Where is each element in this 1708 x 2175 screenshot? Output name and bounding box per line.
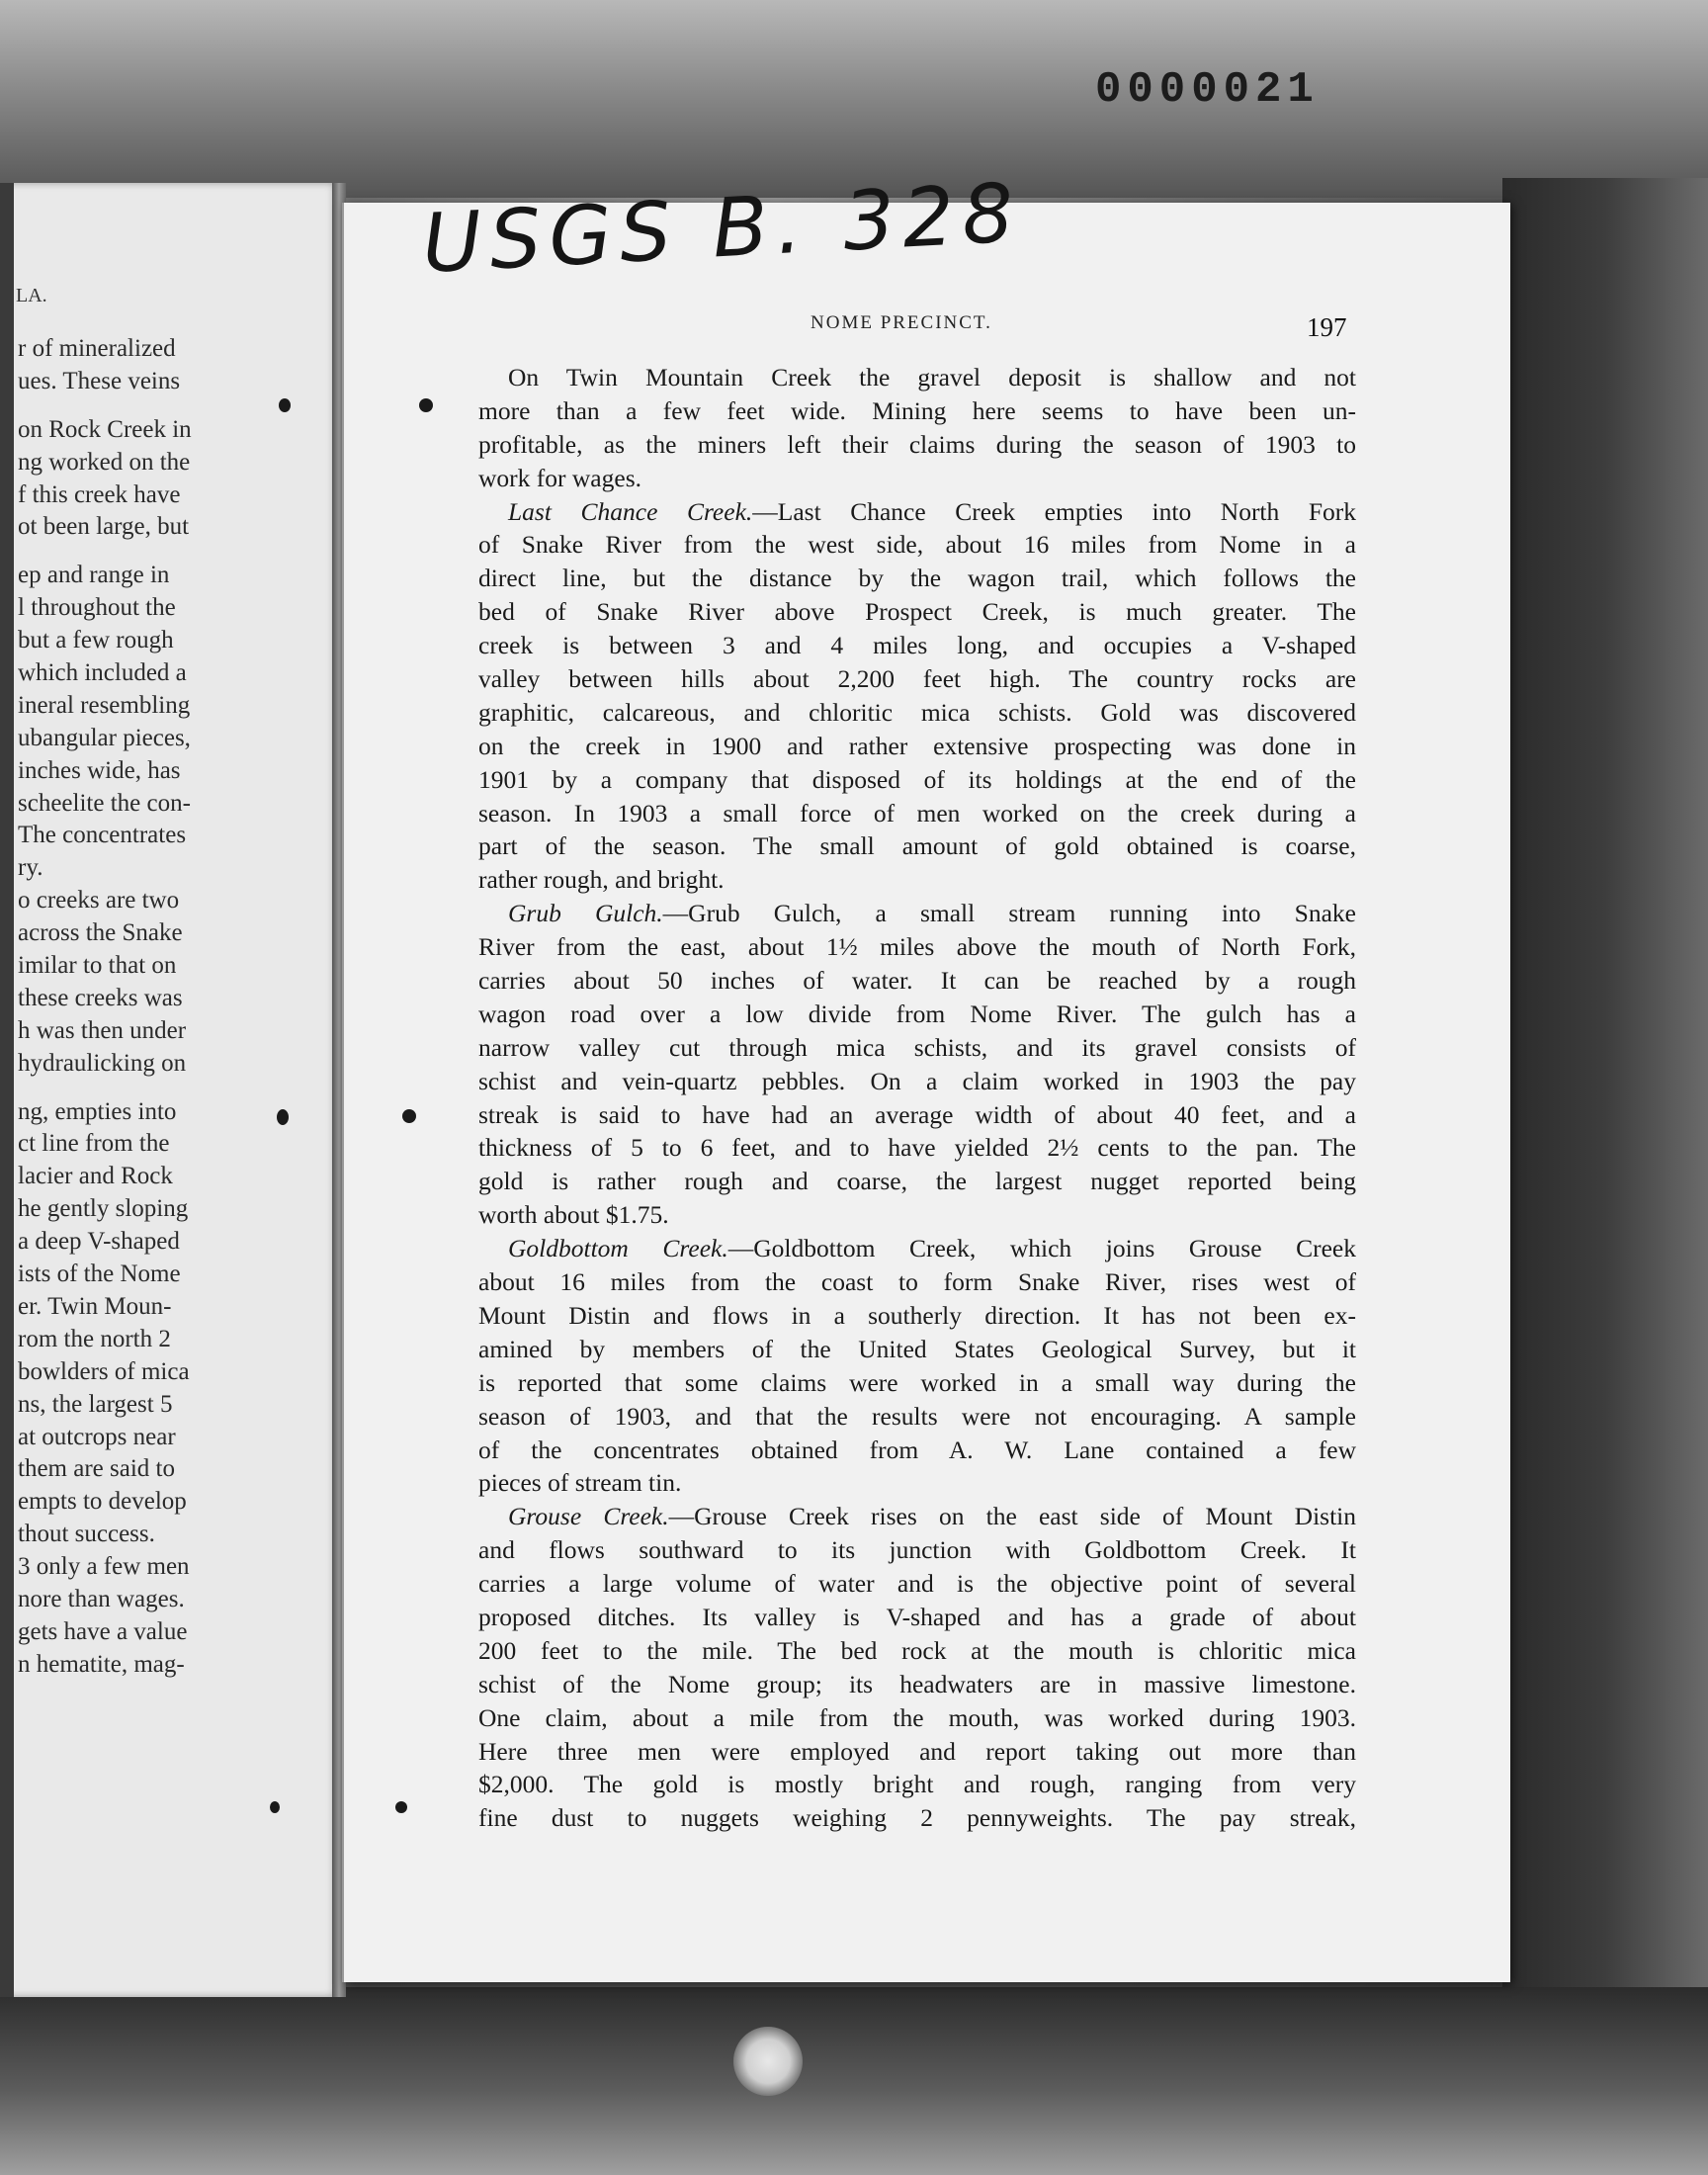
left-page-line: l throughout the <box>18 594 176 622</box>
section-heading: Goldbottom Creek. <box>508 1234 728 1263</box>
left-page-line: rom the north 2 <box>18 1325 171 1352</box>
text-line-content: proposed ditches. Its valley is V-shaped and has a grade of about <box>478 1602 1356 1631</box>
text-line <box>478 863 1356 897</box>
page-number: 197 <box>1307 312 1347 342</box>
left-page-line: inches wide, has <box>18 756 181 784</box>
text-line-content: streak is said to have had an average width of about 40 feet, and a <box>478 1099 1356 1129</box>
punch-hole <box>733 2027 803 2096</box>
left-page-header-fragment: LA. <box>16 285 47 306</box>
text-line <box>478 1232 1356 1265</box>
text-line-content: $2,000. The gold is mostly bright and rough, ranging from very <box>478 1770 1356 1799</box>
text-line-content: valley between hills about 2,200 feet high. The country rocks are <box>478 664 1356 694</box>
left-page-line: them are said to <box>18 1455 175 1483</box>
left-page-line: The concentrates <box>18 822 187 849</box>
text-line <box>478 1333 1356 1366</box>
binding-mark <box>395 1801 407 1813</box>
text-line <box>478 1165 1356 1198</box>
text-line-content: schist and vein-quartz pebbles. On a claim worked in 1903 the pay <box>478 1066 1356 1095</box>
left-page-line: lacier and Rock <box>18 1163 173 1190</box>
text-line-content: and flows southward to its junction with Goldbottom Creek. It <box>478 1535 1356 1565</box>
left-page-line: nore than wages. <box>18 1585 185 1612</box>
section-heading: Grub Gulch. <box>508 899 663 928</box>
text-line-content: 200 feet to the mile. The bed rock at the mouth is chloritic mica <box>478 1635 1356 1665</box>
text-line-content: profitable, as the miners left their claims during the season of 1903 to <box>478 429 1356 459</box>
text-line-content: —Goldbottom Creek, which joins Grouse Creek <box>727 1234 1356 1263</box>
left-page-line: bowlders of mica <box>18 1357 190 1385</box>
text-line <box>478 1466 1356 1500</box>
text-line <box>478 394 1356 428</box>
text-line <box>478 797 1356 830</box>
text-line-content: schist of the Nome group; its headwaters are in massive limestone. <box>478 1669 1356 1698</box>
text-line-content: carries about 50 inches of water. It can be reached by a rough <box>478 966 1356 996</box>
text-line <box>478 1031 1356 1065</box>
binding-mark <box>402 1109 416 1123</box>
text-line-content: of the concentrates obtained from A. W. Lane contained a few <box>478 1435 1356 1464</box>
text-line-content: On Twin Mountain Creek the gravel deposit is shallow and not <box>508 363 1356 392</box>
left-page-line: ns, the largest 5 <box>18 1390 173 1418</box>
text-line <box>478 1500 1356 1533</box>
left-page-line: ists of the Nome <box>18 1261 181 1288</box>
left-page-line <box>18 398 240 414</box>
text-line-content: —Grouse Creek rises on the east side of Mount Distin <box>668 1502 1357 1531</box>
left-page-line: thout success. <box>18 1521 155 1548</box>
left-page-line: o creeks are two <box>18 887 180 914</box>
left-page-edge <box>0 183 14 1997</box>
text-line <box>478 1400 1356 1434</box>
text-line-content: of Snake River from the west side, about 16 miles from Nome in a <box>478 530 1356 560</box>
text-line <box>478 1131 1356 1165</box>
text-line <box>478 998 1356 1031</box>
left-page-line: on Rock Creek in <box>18 415 192 443</box>
text-line-content: gold is rather rough and coarse, the largest nugget reported being <box>478 1167 1356 1196</box>
left-page-line: ues. These veins <box>18 367 181 394</box>
text-line-content: more than a few feet wide. Mining here seems to have been un- <box>478 395 1356 425</box>
text-line-content: —Last Chance Creek empties into North Fork <box>752 496 1356 526</box>
left-page-line: ep and range in <box>18 562 170 589</box>
left-page-line: ineral resembling <box>18 691 191 719</box>
left-page-line: which included a <box>18 659 187 687</box>
left-page-line: hydraulicking on <box>18 1049 187 1077</box>
text-line <box>478 1098 1356 1132</box>
left-page-line: but a few rough <box>18 627 174 654</box>
left-page-line: imilar to that on <box>18 952 177 980</box>
text-line <box>478 1735 1356 1769</box>
text-line-content: amined by members of the United States Geological Survey, but it <box>478 1334 1356 1363</box>
text-line <box>478 1567 1356 1601</box>
text-line <box>478 1768 1356 1801</box>
archive-number: 0000021 <box>1095 65 1320 115</box>
text-line <box>478 1265 1356 1299</box>
text-line-content: rather rough, and bright. <box>478 865 725 895</box>
left-page-line: these creeks was <box>18 984 183 1011</box>
text-line <box>478 495 1356 529</box>
text-line-content: worth about $1.75. <box>478 1200 669 1230</box>
text-line <box>478 1366 1356 1400</box>
text-line-content: River from the east, about 1½ miles above the mouth of North Fork, <box>478 932 1356 962</box>
text-line <box>478 528 1356 562</box>
text-line <box>478 829 1356 863</box>
text-line-content: is reported that some claims were worked in a small way during the <box>478 1367 1356 1397</box>
text-line-content: wagon road over a low divide from Nome River. The gulch has a <box>478 999 1356 1028</box>
left-page-line: he gently sloping <box>18 1195 189 1223</box>
text-line-content: part of the season. The small amount of gold obtained is coarse, <box>478 831 1356 861</box>
text-line-content: work for wages. <box>478 463 641 492</box>
text-line <box>478 361 1356 394</box>
binding-mark <box>277 1109 289 1125</box>
text-line-content: creek is between 3 and 4 miles long, and occupies a V-shaped <box>478 631 1356 660</box>
text-line <box>478 1434 1356 1467</box>
text-line <box>478 1634 1356 1668</box>
text-line-content: bed of Snake River above Prospect Creek, is much greater. The <box>478 597 1356 627</box>
left-page-line: a deep V-shaped <box>18 1228 180 1256</box>
left-page-line: across the Snake <box>18 919 183 947</box>
left-page-line: gets have a value <box>18 1617 188 1645</box>
text-line <box>478 1533 1356 1567</box>
left-page-line: scheelite the con- <box>18 789 191 817</box>
text-line <box>478 595 1356 629</box>
text-line <box>478 1668 1356 1701</box>
left-page-line: 3 only a few men <box>18 1553 190 1581</box>
left-page-line: at outcrops near <box>18 1423 176 1450</box>
text-line <box>478 1299 1356 1333</box>
text-line <box>478 428 1356 462</box>
left-page-line: ry. <box>18 854 43 882</box>
text-line <box>478 1701 1356 1735</box>
text-line-content: narrow valley cut through mica schists, and its gravel consists of <box>478 1032 1356 1062</box>
left-page-line: f this creek have <box>18 480 181 508</box>
text-line-content: Mount Distin and flows in a southerly direction. It has not been ex- <box>478 1300 1356 1330</box>
left-page-line: ng worked on the <box>18 448 191 476</box>
scanner-bottom-shadow <box>0 1987 1708 2175</box>
section-heading: Last Chance Creek. <box>508 496 753 526</box>
scanner-right-shadow <box>1502 178 1708 2017</box>
text-line-content: Here three men were employed and report taking out more than <box>478 1736 1356 1766</box>
text-line <box>478 562 1356 595</box>
left-page-line: ot been large, but <box>18 513 190 541</box>
left-page-line <box>18 544 240 560</box>
text-line-content: —Grub Gulch, a small stream running into Snake <box>662 899 1356 928</box>
text-line-content: about 16 miles from the coast to form Snake River, rises west of <box>478 1267 1356 1297</box>
text-line-content: season. In 1903 a small force of men worked on the creek during a <box>478 798 1356 827</box>
text-line-content: direct line, but the distance by the wagon trail, which follows the <box>478 564 1356 593</box>
binding-mark <box>279 398 291 412</box>
left-page-line: ubangular pieces, <box>18 724 191 751</box>
text-line-content: graphitic, calcareous, and chloritic mica schists. Gold was discovered <box>478 697 1356 727</box>
left-page-line: empts to develop <box>18 1488 187 1516</box>
left-page-line: ct line from the <box>18 1130 170 1158</box>
text-line-content: fine dust to nuggets weighing 2 pennyweights. The pay streak, <box>478 1803 1356 1833</box>
text-line <box>478 1065 1356 1098</box>
text-line-content: pieces of stream tin. <box>478 1468 682 1498</box>
scanner-top-shadow <box>0 0 1708 198</box>
text-line <box>478 1801 1356 1835</box>
text-line <box>478 629 1356 662</box>
text-line <box>478 1198 1356 1232</box>
binding-mark <box>270 1801 280 1813</box>
text-line-content: carries a large volume of water and is the objective point of several <box>478 1569 1356 1599</box>
text-line <box>478 964 1356 998</box>
section-heading: Grouse Creek. <box>508 1502 669 1531</box>
text-line <box>478 462 1356 495</box>
left-page <box>8 183 340 1997</box>
text-line-content: One claim, about a mile from the mouth, was worked during 1903. <box>478 1702 1356 1732</box>
left-page-line: n hematite, mag- <box>18 1650 185 1678</box>
left-page-line <box>18 1081 240 1096</box>
left-page-text <box>18 333 240 1682</box>
text-line-content: 1901 by a company that disposed of its holdings at the end of the <box>478 764 1356 794</box>
handwritten-annotation: USGS B. 328 <box>420 166 1024 292</box>
body-text <box>478 361 1356 1835</box>
text-line-content: season of 1903, and that the results were not encouraging. A sample <box>478 1401 1356 1431</box>
running-head: NOME PRECINCT. <box>811 312 992 333</box>
text-line <box>478 662 1356 696</box>
left-page-line: ng, empties into <box>18 1097 177 1125</box>
left-page-line: er. Twin Moun- <box>18 1292 172 1320</box>
left-page-line: r of mineralized <box>18 335 176 362</box>
text-line <box>478 763 1356 797</box>
binding-mark <box>419 398 433 412</box>
left-page-line: h was then under <box>18 1016 187 1044</box>
text-line-content: thickness of 5 to 6 feet, and to have yielded 2½ cents to the pan. The <box>478 1133 1356 1163</box>
text-line-content: on the creek in 1900 and rather extensive prospecting was done in <box>478 731 1356 760</box>
text-line <box>478 1601 1356 1634</box>
text-line <box>478 897 1356 930</box>
text-line <box>478 730 1356 763</box>
text-line <box>478 930 1356 964</box>
text-line <box>478 696 1356 730</box>
